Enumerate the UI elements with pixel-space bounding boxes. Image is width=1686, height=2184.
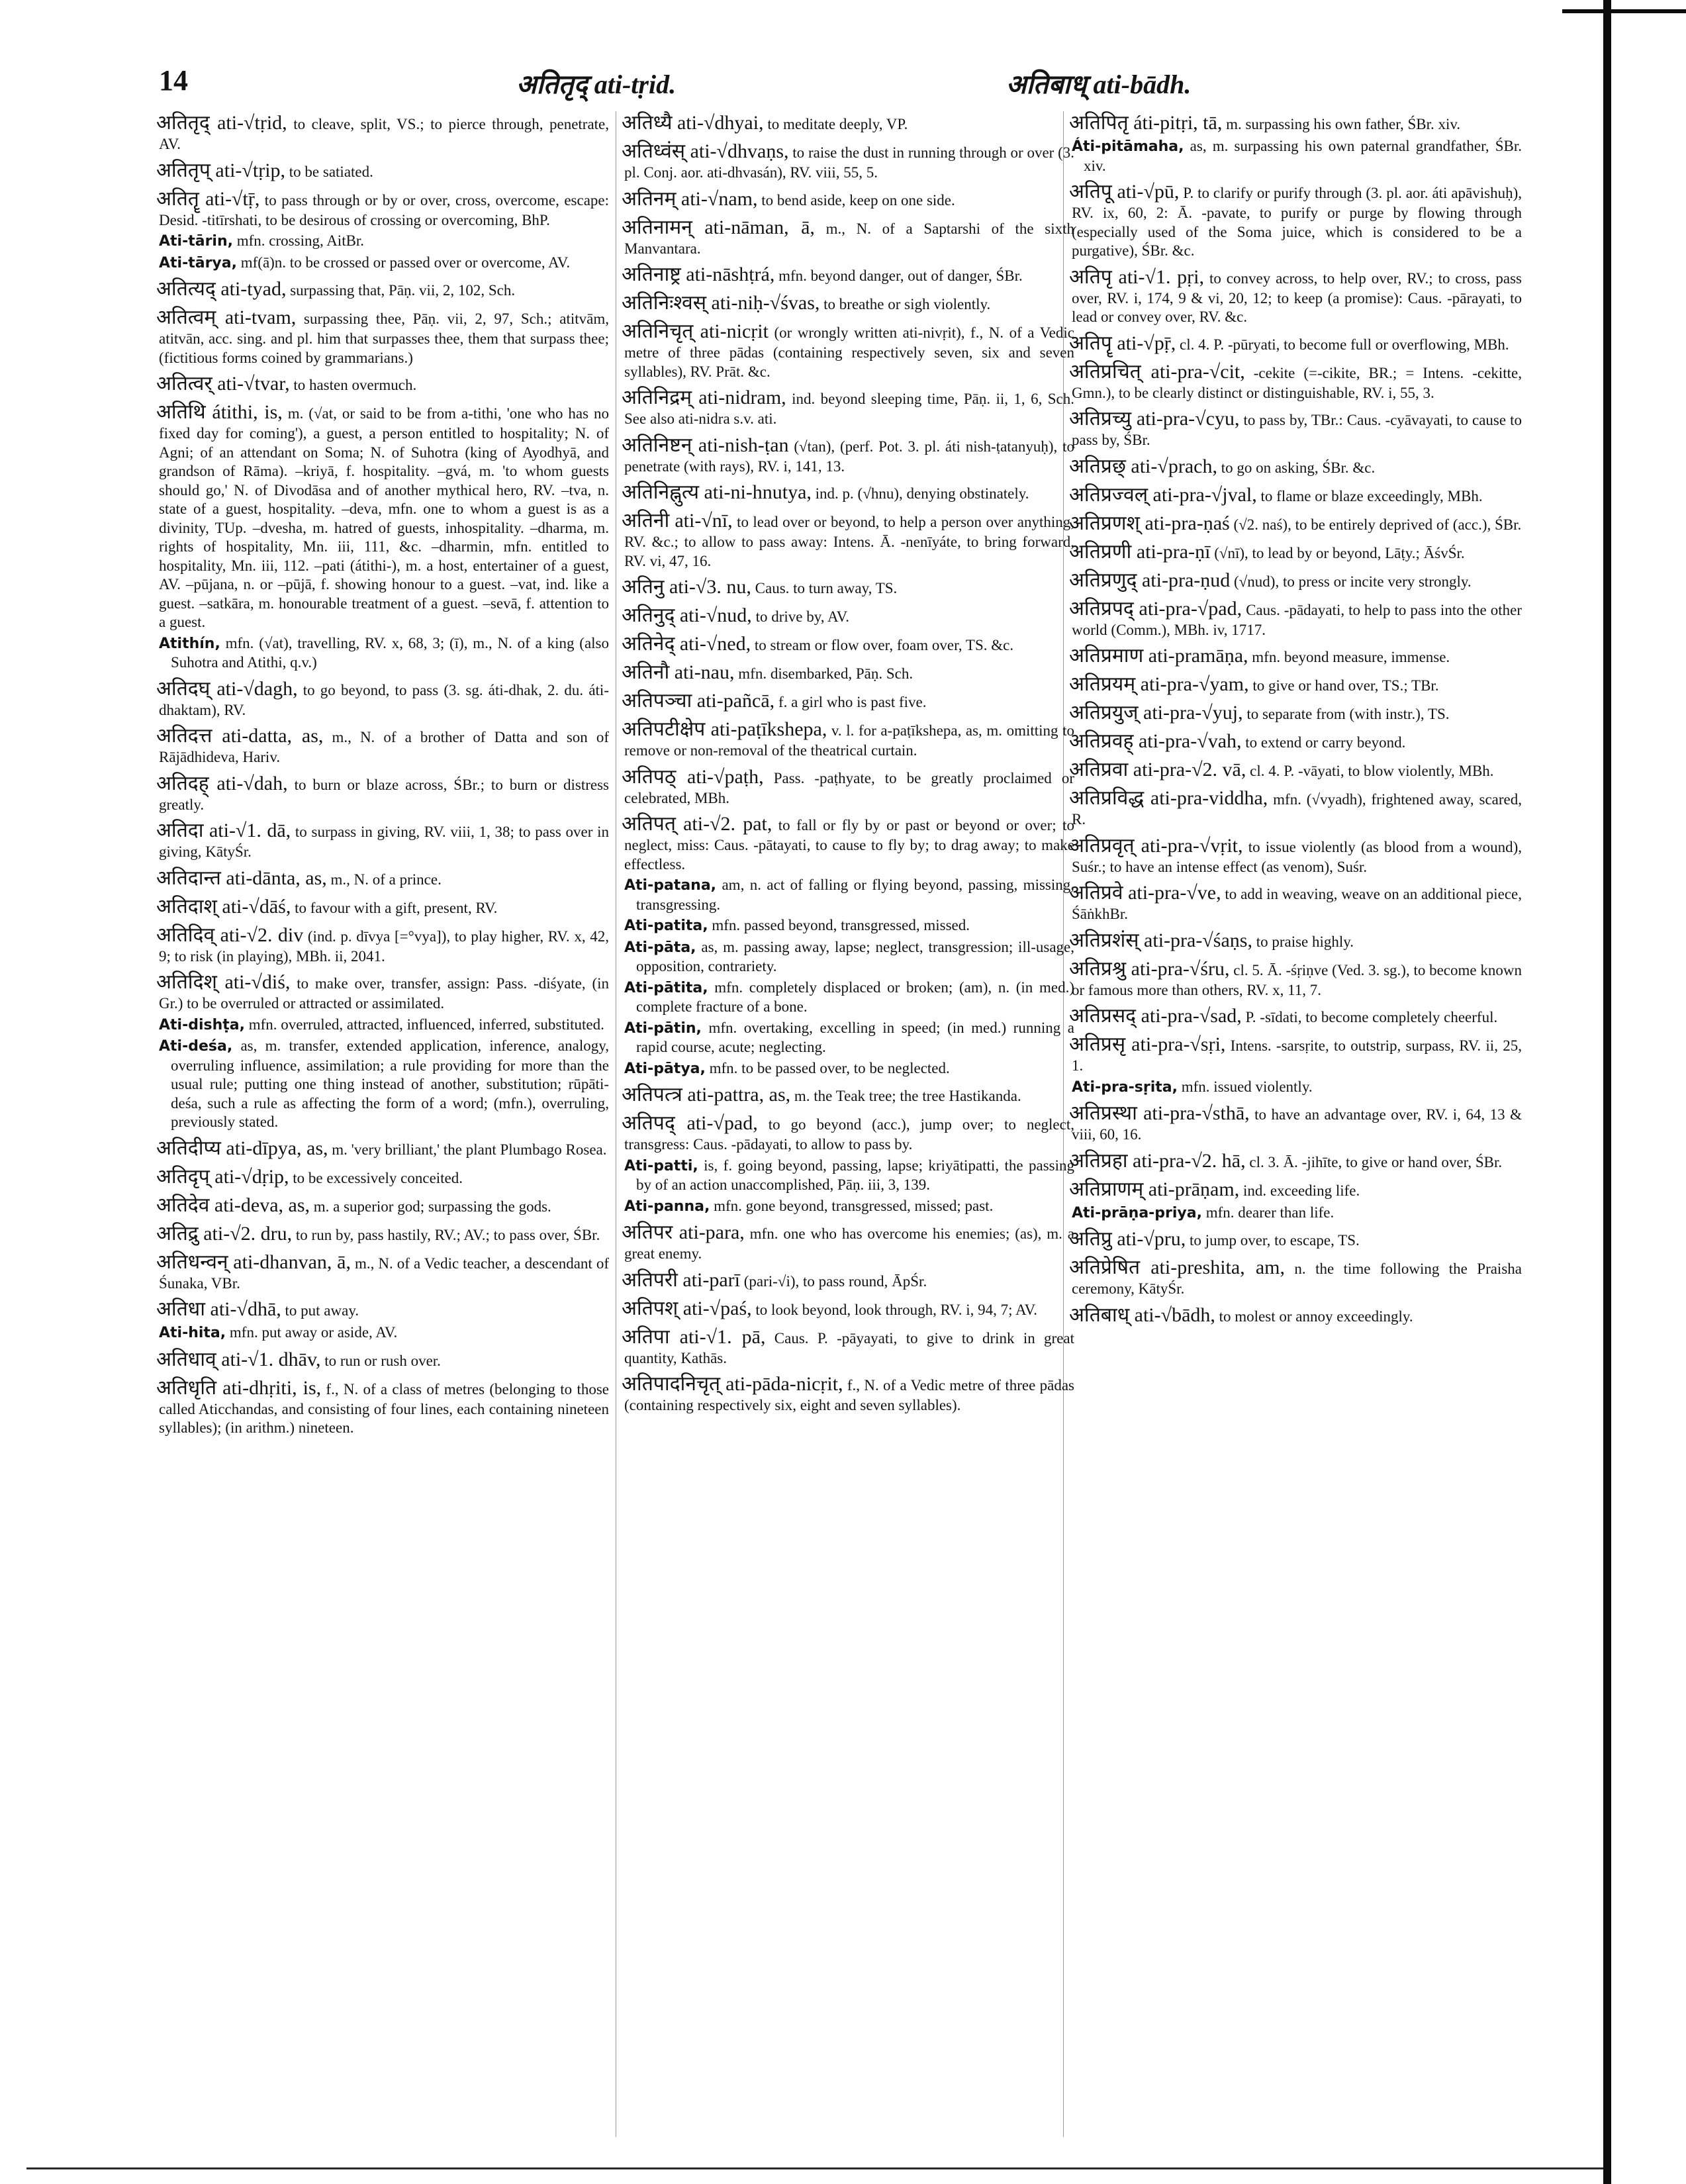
- entry-headword: अतिनुद् ati-√nud,: [622, 604, 752, 626]
- dictionary-entry: [156, 677, 609, 720]
- entry-definition: Pass. -paṭhyate, to be greatly proclaimed or celebrated, MBh.: [624, 769, 1074, 806]
- entry-headword: अतिनेद् ati-√ned,: [622, 633, 751, 655]
- entry-definition: mfn. disembarked, Pāṇ. Sch.: [734, 665, 913, 682]
- entry-definition: to go on asking, ŚBr. &c.: [1217, 459, 1376, 476]
- entry-definition: m., N. of a Vedic teacher, a descendant of Śunaka, VBr.: [159, 1255, 609, 1292]
- entry-headword: अतिनिःश्वस् ati-niḥ-√śvas,: [622, 292, 820, 314]
- entry-definition: as, m. transfer, extended application, inference, analogy, overruling influence, assimilation; a rule providing for more than the usual rule; putting one thing instead of another, substitution; rūpāti-deśa, such a rule as affecting the form of a word; (mfn.), overruling, previously stated.: [171, 1037, 609, 1130]
- entry-definition: to run or rush over.: [320, 1352, 441, 1369]
- dictionary-entry: [1069, 597, 1522, 640]
- entry-definition: cl. 3. Ā. -jihīte, to give or hand over, ŚBr.: [1245, 1153, 1503, 1170]
- entry-headword: अतिप्रयुज् ati-pra-√yuj,: [1069, 702, 1243, 724]
- dictionary-entry: [1069, 881, 1522, 924]
- entry-headword: अतिथि átithi, is,: [156, 401, 283, 423]
- dictionary-subentry: [624, 1197, 1074, 1217]
- dictionary-entry: [624, 632, 1074, 656]
- entry-headword: अतिप्रहा ati-pra-√2. hā,: [1069, 1149, 1246, 1172]
- dictionary-entry: [624, 263, 1074, 287]
- entry-definition: mfn. (√at), travelling, RV. x, 68, 3; (ī), m., N. of a king (also Suhotra and Atithi, q.v.): [171, 634, 609, 671]
- dictionary-entry: [156, 159, 609, 183]
- dictionary-entry: [624, 187, 1074, 211]
- entry-definition: mfn. dearer than life.: [1201, 1204, 1335, 1221]
- entry-headword: अतिपितृ áti-pitṛi, tā,: [1069, 112, 1223, 134]
- entry-definition: f., N. of a class of metres (belonging to those called Aticchandas, and consisting of four lines, each containing nineteen syllables); (in arithm.) nineteen.: [159, 1380, 609, 1436]
- running-head-left: अतितृद् ati-tṛid.: [516, 70, 677, 99]
- entry-headword: अतिप्रपद् ati-pra-√pad,: [1069, 597, 1242, 620]
- entry-definition: (√tan), (perf. Pot. 3. pl. áti nish-ṭatanyuḥ), to penetrate (with rays), RV. i, 141, 13.: [624, 438, 1074, 475]
- entry-definition: to flame or blaze exceedingly, MBh.: [1256, 487, 1483, 504]
- dictionary-entry: [624, 481, 1074, 504]
- dictionary-entry: [156, 1251, 609, 1294]
- entry-headword: अतिप्रस्था ati-pra-√sthā,: [1069, 1102, 1250, 1124]
- entry-headword: Ati-pāta,: [624, 939, 696, 956]
- entry-headword: अतिनाष्ट्र ati-nāshṭrá,: [622, 263, 775, 285]
- dictionary-entry: [1069, 455, 1522, 479]
- entry-definition: P. to clarify or purify through (3. pl. aor. áti apāvishuḥ), RV. ix, 60, 2: Ā. -pavate, to purify or purge by flowing through (especially used of the Soma juice, which is considered to be a purgative), ŚBr. &c.: [1072, 185, 1522, 259]
- entry-definition: to look beyond, look through, RV. i, 94, 7; AV.: [751, 1301, 1038, 1318]
- entry-headword: अतिप्रसृ ati-pra-√sṛi,: [1069, 1033, 1226, 1055]
- entry-headword: अतिध्यै ati-√dhyai,: [622, 112, 764, 134]
- dictionary-entry: [1069, 834, 1522, 877]
- entry-definition: to surpass in giving, RV. viii, 1, 38; to pass over in giving, KātyŚr.: [159, 824, 610, 860]
- entry-definition: (ind. p. dīvya [=°vya]), to play higher, RV. x, 42, 9; to risk (in playing), MBh. ii, 2041.: [159, 927, 609, 965]
- dictionary-entry: [156, 819, 610, 862]
- entry-definition: to hasten overmuch.: [289, 377, 417, 393]
- dictionary-entry: [1069, 758, 1522, 782]
- entry-headword: अतिपश् ati-√paś,: [622, 1297, 752, 1319]
- entry-headword: अतिप्रयम् ati-pra-√yam,: [1069, 673, 1249, 695]
- entry-definition: to issue violently (as blood from a wound), Suśr.; to have an intense effect (as venom), Suśr.: [1072, 838, 1522, 875]
- entry-headword: अतितृद् ati-√tṛid,: [156, 112, 287, 134]
- entry-headword: Ati-pātya,: [624, 1060, 706, 1077]
- entry-headword: अतिदा ati-√1. dā,: [156, 820, 291, 841]
- entry-definition: mfn. beyond danger, out of danger, ŚBr.: [774, 267, 1023, 284]
- entry-headword: अतिदीप्य ati-dīpya, as,: [156, 1137, 328, 1159]
- entry-headword: अतिनिद्रम् ati-nidram,: [622, 387, 786, 408]
- dictionary-entry: [156, 306, 609, 367]
- dictionary-entry: [624, 718, 1074, 761]
- entry-definition: mfn. passed beyond, transgressed, missed.: [708, 917, 970, 933]
- dictionary-entry: [1069, 111, 1522, 135]
- entry-headword: अतिनामन् ati-nāman, ā,: [622, 216, 815, 238]
- entry-headword: Ati-patti,: [624, 1157, 698, 1174]
- entry-headword: Ati-tārin,: [159, 233, 233, 250]
- entry-headword: अतिनिह्नुत्य ati-ni-hnutya,: [622, 481, 812, 503]
- dictionary-entry: [624, 1297, 1074, 1321]
- entry-headword: अतिप्रमाण ati-pramāṇa,: [1069, 645, 1248, 667]
- entry-headword: अतिप्रछ् ati-√prach,: [1069, 455, 1217, 477]
- entry-headword: अतिदाश् ati-√dāś,: [156, 895, 291, 918]
- entry-headword: अतिपॄ ati-√pṝ,: [1069, 332, 1176, 354]
- dictionary-column-1: [156, 111, 610, 1443]
- dictionary-entry: [156, 1165, 609, 1189]
- entry-definition: m. the Teak tree; the tree Hastikanda.: [790, 1088, 1021, 1104]
- dictionary-entry: [1069, 701, 1522, 725]
- entry-headword: Ati-pātin,: [624, 1020, 702, 1037]
- dictionary-entry: [624, 111, 1074, 135]
- entry-headword: अतिनिष्टन् ati-nish-ṭan: [622, 434, 789, 456]
- dictionary-entry: [156, 277, 609, 301]
- entry-headword: अतिपादनिचृत् ati-pāda-nicṛit,: [622, 1373, 843, 1395]
- entry-headword: अतिधृति ati-dhṛiti, is,: [156, 1376, 322, 1399]
- entry-headword: अतिप्रेषित ati-preshita, am,: [1069, 1257, 1285, 1278]
- entry-definition: mfn. overtaking, excelling in speed; (in med.) running a rapid course, acute; neglecting.: [636, 1019, 1074, 1055]
- entry-headword: अतिनम् ati-√nam,: [622, 187, 758, 210]
- entry-definition: (or wrongly written ati-nivṛit), f., N. of a Vedic metre of three pādas (containing respectively seven, six and seven syllables), RV. Prāt. &c.: [624, 324, 1074, 380]
- entry-headword: अतिप्रणी ati-pra-ṇī: [1069, 540, 1211, 563]
- dictionary-entry: [624, 689, 1074, 713]
- dictionary-entry: [1069, 1227, 1522, 1251]
- entry-definition: m. 'very brilliant,' the plant Plumbago Rosea.: [328, 1141, 607, 1158]
- entry-headword: अतिप्रज्वल् ati-pra-√jval,: [1069, 483, 1257, 506]
- dictionary-entry: [1069, 1256, 1522, 1299]
- entry-definition: to raise the dust in running through or over (3. pl. Conj. aor. ati-dhvasán), RV. viii, 55, 5.: [624, 144, 1074, 181]
- entry-definition: to cleave, split, VS.; to pierce through, penetrate, AV.: [159, 116, 610, 152]
- bottom-rule: [26, 2167, 1603, 2169]
- dictionary-entry: [156, 1376, 609, 1438]
- dictionary-entry: [624, 812, 1074, 874]
- entry-headword: अतिप्रणुद् ati-pra-ṇud: [1069, 569, 1231, 591]
- dictionary-entry: [624, 1372, 1074, 1415]
- dictionary-entry: [156, 372, 609, 396]
- entry-definition: surpassing thee, Pāṇ. vii, 2, 97, Sch.; atitvām, atitvān, acc. sing. and pl. him that surpasses thee, them that surpass thee; (fictitious forms coined by grammarians.): [159, 310, 609, 366]
- entry-definition: to put away.: [281, 1302, 359, 1319]
- entry-headword: अतिनिचृत् ati-nicṛit: [622, 320, 769, 342]
- dictionary-subentry: [624, 1059, 1074, 1079]
- entry-definition: to give or hand over, TS.; TBr.: [1248, 677, 1439, 694]
- dictionary-entry: [1069, 1178, 1522, 1202]
- entry-headword: अतिप्रसद् ati-pra-√sad,: [1069, 1005, 1242, 1027]
- dictionary-entry: [624, 1268, 1074, 1292]
- entry-headword: अतिदेव ati-deva, as,: [156, 1194, 310, 1216]
- entry-definition: to separate from (with instr.), TS.: [1242, 706, 1450, 722]
- dictionary-entry: [156, 1298, 609, 1321]
- dictionary-entry: [1069, 540, 1522, 564]
- entry-headword: अतिधाव् ati-√1. dhāv,: [156, 1348, 321, 1370]
- entry-headword: Ati-pra-sṛita,: [1072, 1078, 1178, 1096]
- entry-headword: Ati-hita,: [159, 1325, 226, 1341]
- entry-definition: mfn. issued violently.: [1178, 1078, 1313, 1095]
- entry-definition: Intens. -sarsṛite, to outstrip, surpass, RV. ii, 25, 1.: [1072, 1037, 1522, 1074]
- entry-definition: f. a girl who is past five.: [774, 694, 927, 710]
- entry-definition: to add in weaving, weave on an additional piece, ŚāṅkhBr.: [1072, 886, 1522, 922]
- entry-headword: अतिपद् ati-√pad,: [622, 1112, 758, 1134]
- entry-definition: mfn. beyond measure, immense.: [1248, 649, 1450, 665]
- entry-definition: -cekite (=-cikite, BR.; = Intens. -cekitte, Gmn.), to be clearly distinct or distinguishable, RV. i, 55, 3.: [1072, 364, 1522, 401]
- entry-definition: as, m. surpassing his own paternal grandfather, ŚBr. xiv.: [1084, 138, 1522, 174]
- dictionary-subentry: [624, 978, 1074, 1017]
- entry-headword: अतिप्रश्रु ati-pra-√śru,: [1069, 957, 1230, 980]
- entry-definition: m., N. of a Saptarshi of the sixth Manvantara.: [624, 220, 1074, 257]
- entry-headword: अतिप्रशंस् ati-pra-√śaṇs,: [1069, 929, 1252, 951]
- entry-headword: Ati-deśa,: [159, 1038, 233, 1055]
- dictionary-entry: [1069, 1149, 1522, 1173]
- dictionary-entry: [1069, 569, 1522, 593]
- dictionary-entry: [624, 1112, 1074, 1155]
- dictionary-column-2: [624, 111, 1074, 1420]
- entry-definition: mfn. gone beyond, transgressed, missed; past.: [710, 1197, 994, 1214]
- entry-headword: अतिप्रु ati-√pru,: [1069, 1228, 1186, 1250]
- dictionary-entry: [1069, 1033, 1522, 1076]
- dictionary-entry: [624, 1325, 1074, 1368]
- entry-definition: to pass through or by or over, cross, overcome, escape: Desid. -titīrshati, to be desirous of crossing or overcoming, BhP.: [159, 191, 610, 228]
- entry-headword: अतिदघ् ati-√dagh,: [156, 677, 298, 700]
- entry-definition: cl. 4. P. -pūryati, to become full or overflowing, MBh.: [1176, 336, 1509, 353]
- dictionary-subentry: [1072, 1204, 1522, 1223]
- entry-definition: to run by, pass hastily, RV.; AV.; to pass over, ŚBr.: [292, 1226, 600, 1243]
- dictionary-entry: [156, 1194, 609, 1217]
- entry-headword: अतिपत् ati-√2. pat,: [622, 813, 773, 835]
- dictionary-subentry: [624, 938, 1074, 976]
- entry-definition: to extend or carry beyond.: [1241, 734, 1406, 751]
- running-head-right: अतिबाध् ati-bādh.: [1006, 70, 1192, 99]
- dictionary-entry: [1069, 512, 1522, 536]
- dictionary-entry: [156, 895, 609, 919]
- entry-headword: Atithín,: [159, 635, 220, 652]
- dictionary-entry: [1069, 673, 1522, 696]
- entry-headword: Ati-prāṇa-priya,: [1072, 1204, 1202, 1221]
- dictionary-subentry: [159, 1037, 609, 1132]
- entry-definition: Caus. P. -pāyayati, to give to drink in great quantity, Kathās.: [624, 1329, 1075, 1366]
- dictionary-entry: [1069, 265, 1522, 327]
- dictionary-subentry: [159, 1016, 609, 1035]
- entry-headword: अतिप्रवे ati-pra-√ve,: [1069, 882, 1221, 904]
- entry-headword: अतिपत्त्र ati-pattra, as,: [622, 1084, 791, 1106]
- entry-headword: अतिपटीक्षेप ati-paṭīkshepa,: [622, 718, 827, 740]
- dictionary-entry: [1069, 644, 1522, 668]
- entry-definition: surpassing that, Pāṇ. vii, 2, 102, Sch.: [286, 282, 516, 299]
- dictionary-entry: [1069, 332, 1522, 356]
- entry-definition: mfn. one who has overcome his enemies; (as), m. a great enemy.: [624, 1225, 1074, 1262]
- dictionary-column-3: [1069, 111, 1522, 1332]
- dictionary-entry: [624, 140, 1074, 183]
- dictionary-entry: [1069, 929, 1522, 953]
- entry-definition: to breathe or sigh violently.: [820, 296, 991, 312]
- dictionary-entry: [156, 867, 609, 890]
- entry-headword: अतिनु ati-√3. nu,: [622, 576, 751, 598]
- entry-headword: अतित्यद् ati-tyad,: [156, 278, 287, 300]
- dictionary-subentry: [159, 232, 609, 252]
- dictionary-entry: [156, 1348, 609, 1372]
- page-header: [159, 64, 1549, 103]
- entry-headword: Ati-tārya,: [159, 254, 237, 271]
- page-number: 14: [159, 64, 188, 97]
- entry-headword: अतिप्रवृत् ati-pra-√vṛit,: [1069, 834, 1243, 857]
- dictionary-entry: [624, 509, 1074, 571]
- dictionary-subentry: [1072, 1078, 1522, 1098]
- entry-headword: अतिबाध् ati-√bādh,: [1069, 1304, 1215, 1326]
- entry-definition: to praise highly.: [1252, 933, 1354, 950]
- entry-headword: अतिनौ ati-nau,: [622, 661, 735, 683]
- entry-definition: to lead over or beyond, to help a person over anything, RV. &c.; to allow to pass away: Intens. Ā. -nenīyáte, to bring forward, RV. vi, 47, 16.: [624, 514, 1074, 569]
- entry-headword: अतित्वम् ati-tvam,: [156, 307, 297, 328]
- entry-headword: अतिद्रु ati-√2. dru,: [156, 1222, 293, 1245]
- entry-definition: to be satiated.: [285, 163, 373, 180]
- entry-definition: n. the time following the Praisha ceremony, KātyŚr.: [1072, 1260, 1522, 1297]
- entry-definition: to molest or annoy exceedingly.: [1215, 1307, 1413, 1325]
- dictionary-entry: [624, 434, 1074, 477]
- dictionary-subentry: [159, 1323, 609, 1343]
- entry-definition: Caus. to turn away, TS.: [751, 580, 898, 596]
- dictionary-entry: [624, 216, 1074, 259]
- dictionary-subentry: [159, 634, 609, 673]
- dictionary-entry: [156, 1222, 609, 1246]
- entry-headword: अतिपरी ati-parī: [622, 1268, 740, 1291]
- entry-headword: अतितृप् ati-√tṛip,: [156, 159, 286, 181]
- dictionary-entry: [1069, 407, 1522, 450]
- dictionary-entry: [1069, 1304, 1522, 1327]
- dictionary-entry: [624, 1221, 1074, 1264]
- entry-definition: to go beyond (acc.), jump over; to neglect, transgress: Caus. -pādayati, to allow to pass by.: [624, 1116, 1074, 1153]
- entry-definition: mfn. completely displaced or broken; (am), n. (in med.) complete fracture of a bone.: [636, 978, 1074, 1015]
- entry-definition: to convey across, to help over, RV.; to cross, pass over, RV. i, 174, 9 & vi, 20, 12; to keep (a promise): Caus. -pārayati, to lead or convey over, RV. &c.: [1072, 269, 1522, 325]
- entry-headword: Ati-patita,: [624, 918, 708, 934]
- entry-headword: Ati-pātita,: [624, 979, 708, 996]
- entry-definition: to stream or flow over, foam over, TS. &c.: [751, 637, 1014, 653]
- entry-definition: to meditate deeply, VP.: [763, 116, 908, 132]
- entry-definition: to burn or blaze across, ŚBr.; to burn or distress greatly.: [159, 776, 610, 813]
- dictionary-entry: [624, 386, 1074, 429]
- entry-headword: अतिप्रवह् ati-pra-√vah,: [1069, 730, 1242, 752]
- dictionary-entry: [156, 111, 610, 154]
- entry-definition: mfn. to be passed over, to be neglected.: [705, 1059, 950, 1076]
- dictionary-subentry: [159, 254, 609, 273]
- scan-top-border: [1562, 9, 1686, 13]
- entry-headword: Ati-panna,: [624, 1198, 710, 1215]
- entry-headword: अतिपा ati-√1. pā,: [622, 1325, 766, 1348]
- entry-definition: m., N. of a brother of Datta and son of Rājādhideva, Hariv.: [159, 729, 610, 765]
- entry-headword: अतिदृप् ati-√dṛip,: [156, 1165, 289, 1188]
- dictionary-subentry: [624, 1019, 1074, 1057]
- entry-definition: to fall or fly by or past or beyond or over; to neglect, miss: Caus. -pātayati, to cause to fly by; to drag away; to make effectless.: [624, 817, 1074, 873]
- entry-definition: mfn. crossing, AitBr.: [233, 232, 365, 249]
- dictionary-entry: [624, 1083, 1074, 1107]
- entry-definition: ind. p. (√hnu), denying obstinately.: [811, 485, 1029, 502]
- dictionary-subentry: [624, 876, 1074, 914]
- entry-definition: f., N. of a Vedic metre of three pādas (containing respectively six, eight and seven syllables).: [624, 1377, 1074, 1413]
- entry-definition: to have an advantage over, RV. i, 64, 13 & viii, 60, 16.: [1072, 1106, 1522, 1143]
- entry-headword: अतिपृ ati-√1. pṛi,: [1069, 265, 1204, 288]
- dictionary-entry: [624, 291, 1074, 315]
- dictionary-entry: [624, 604, 1074, 628]
- entry-definition: to drive by, AV.: [751, 608, 849, 625]
- entry-definition: mfn. put away or aside, AV.: [226, 1324, 398, 1341]
- entry-headword: अतिधन्वन् ati-dhanvan, ā,: [156, 1251, 351, 1273]
- entry-headword: Áti-pitāmaha,: [1072, 138, 1184, 155]
- entry-headword: अतिदत्त ati-datta, as,: [156, 725, 324, 747]
- entry-definition: P. -sīdati, to become completely cheerful.: [1241, 1009, 1498, 1025]
- entry-definition: m. surpassing his own father, ŚBr. xiv.: [1222, 116, 1461, 132]
- dictionary-entry: [624, 765, 1074, 808]
- entry-definition: (√2. naś), to be entirely deprived of (acc.), ŚBr.: [1229, 516, 1522, 533]
- dictionary-entry: [1069, 1004, 1522, 1028]
- dictionary-entry: [156, 1137, 609, 1161]
- entry-definition: m. (√at, or said to be from a-tithi, 'one who has no fixed day for coming'), a guest, a person entitled to hospitality; N. of Agni; of an attendant on Soma; N. of Suhotra (king of Ayodhyā, and grandson of Rāma). –kriyā, f. hospitality. –gvá, m. 'to whom guests should go,' N. of Divodāsa and of another mythical hero, RV. –tva, n. state of a guest, hospitality. –deva, mfn. one to whom a guest is as a divinity, TUp. –dvesha, m. hatred of guests, inhospitality. –dharma, m. rights of hospitality, Mn. iii, 111, &c. –dharmin, mfn. entitled to hospitality, Mn. iii, 112. –pati (átithi-), m. a host, entertainer of a guest, AV. –pūjana, n. or –pūjā, f. showing honour to a guest. –vat, ind. like a guest. –satkāra, m. honourable treatment of a guest. –sevā, f. attention to a guest.: [159, 405, 609, 630]
- entry-headword: अतिध्वंस् ati-√dhvaṇs,: [622, 140, 789, 162]
- dictionary-entry: [156, 971, 609, 1014]
- dictionary-entry: [1069, 360, 1522, 403]
- entry-definition: v. l. for a-paṭīkshepa, as, m. omitting to remove or non-removal of the theatrical curtain.: [624, 722, 1074, 759]
- entry-definition: m. a superior god; surpassing the gods.: [310, 1198, 551, 1215]
- dictionary-entry: [156, 724, 610, 767]
- entry-headword: अतिदह् ati-√dah,: [156, 772, 288, 794]
- dictionary-entry: [1069, 483, 1522, 507]
- entry-headword: अतिप्रचित् ati-pra-√cit,: [1069, 360, 1245, 383]
- dictionary-entry: [624, 320, 1074, 381]
- entry-definition: to be excessively conceited.: [289, 1169, 463, 1186]
- entry-headword: अतिपठ् ati-√paṭh,: [622, 765, 764, 788]
- entry-definition: ind. beyond sleeping time, Pāṇ. ii, 1, 6, Sch. See also ati-nidra s.v. ati.: [624, 391, 1074, 427]
- dictionary-entry: [156, 772, 610, 815]
- dictionary-entry: [1069, 786, 1522, 830]
- dictionary-subentry: [624, 916, 1074, 936]
- dictionary-subentry: [624, 1157, 1074, 1195]
- entry-definition: cl. 5. Ā. -śṛiṇve (Ved. 3. sg.), to become known or famous more than others, RV. x, 11, 7.: [1072, 961, 1522, 998]
- entry-definition: mf(ā)n. to be crossed or passed over or overcome, AV.: [236, 254, 571, 271]
- dictionary-entry: [1069, 957, 1522, 1000]
- entry-headword: अतिदिश् ati-√diś,: [156, 971, 291, 993]
- entry-headword: अतिप्राणम् ati-prāṇam,: [1069, 1178, 1240, 1200]
- entry-headword: अतिदान्त ati-dānta, as,: [156, 867, 327, 889]
- dictionary-entry: [156, 924, 609, 967]
- entry-definition: am, n. act of falling or flying beyond, passing, missing, transgressing.: [636, 877, 1074, 913]
- entry-definition: (√nī), to lead by or beyond, Lāṭy.; ĀśvŚr.: [1210, 544, 1465, 561]
- entry-headword: अतिपू ati-√pū,: [1069, 181, 1180, 203]
- entry-definition: to go beyond, to pass (3. sg. áti-dhak, 2. du. áti-dhaktam), RV.: [159, 681, 609, 718]
- entry-headword: Ati-patana,: [624, 877, 717, 894]
- entry-definition: Caus. -pādayati, to help to pass into the other world (Comm.), MBh. iv, 1717.: [1072, 601, 1522, 638]
- entry-definition: m., N. of a prince.: [326, 871, 442, 888]
- entry-headword: अतिप्रवा ati-pra-√2. vā,: [1069, 759, 1246, 781]
- dictionary-entry: [1069, 730, 1522, 753]
- scan-right-border: [1603, 0, 1611, 2184]
- dictionary-entry: [624, 661, 1074, 685]
- entry-definition: mfn. overruled, attracted, influenced, inferred, substituted.: [244, 1016, 604, 1033]
- entry-definition: to favour with a gift, present, RV.: [291, 899, 498, 916]
- entry-headword: अतिप्रच्यु ati-pra-√cyu,: [1069, 408, 1240, 430]
- entry-headword: अतिपर ati-para,: [622, 1221, 745, 1243]
- entry-headword: अतिप्रविद्ध ati-pra-viddha,: [1069, 787, 1268, 809]
- entry-headword: अतिप्रणश् ati-pra-ṇaś: [1069, 512, 1230, 534]
- entry-definition: (√nud), to press or incite very strongly.: [1230, 573, 1472, 590]
- dictionary-entry: [156, 187, 610, 230]
- entry-definition: is, f. going beyond, passing, lapse; kriyātipatti, the passing by of an action unaccomplished, Pāṇ. iii, 3, 139.: [636, 1157, 1074, 1193]
- entry-definition: mfn. (√vyadh), frightened away, scared, R.: [1072, 791, 1522, 828]
- dictionary-subentry: [1072, 137, 1522, 175]
- dictionary-entry: [1069, 180, 1522, 261]
- dictionary-entry: [156, 401, 609, 632]
- dictionary-entry: [624, 575, 1074, 599]
- entry-headword: अतिदिव् ati-√2. div: [156, 924, 304, 946]
- entry-headword: अतित्वर् ati-√tvar,: [156, 373, 290, 395]
- entry-definition: as, m. passing away, lapse; neglect, transgression; ill-usage, opposition, contrariety.: [636, 938, 1074, 974]
- entry-headword: अतिनी ati-√nī,: [622, 510, 733, 532]
- entry-definition: cl. 4. P. -vāyati, to blow violently, MBh.: [1246, 763, 1494, 779]
- entry-definition: to bend aside, keep on one side.: [757, 191, 955, 209]
- entry-headword: अतिपञ्चा ati-pañcā,: [622, 690, 775, 712]
- entry-definition: to pass by, TBr.: Caus. -cyāvayati, to cause to pass by, ŚBr.: [1072, 412, 1522, 448]
- entry-headword: अतिधा ati-√dhā,: [156, 1298, 281, 1320]
- entry-definition: to jump over, to escape, TS.: [1186, 1232, 1360, 1249]
- entry-definition: to make over, transfer, assign: Pass. -diśyate, (in Gr.) to be overruled or attracted or assimilated.: [159, 975, 609, 1012]
- entry-headword: Ati-dishṭa,: [159, 1016, 245, 1033]
- entry-definition: ind. exceeding life.: [1239, 1182, 1360, 1199]
- entry-definition: (pari-√i), to pass round, ĀpŚr.: [740, 1272, 927, 1290]
- entry-headword: अतितॄ ati-√tṝ,: [156, 187, 260, 210]
- dictionary-entry: [1069, 1102, 1522, 1145]
